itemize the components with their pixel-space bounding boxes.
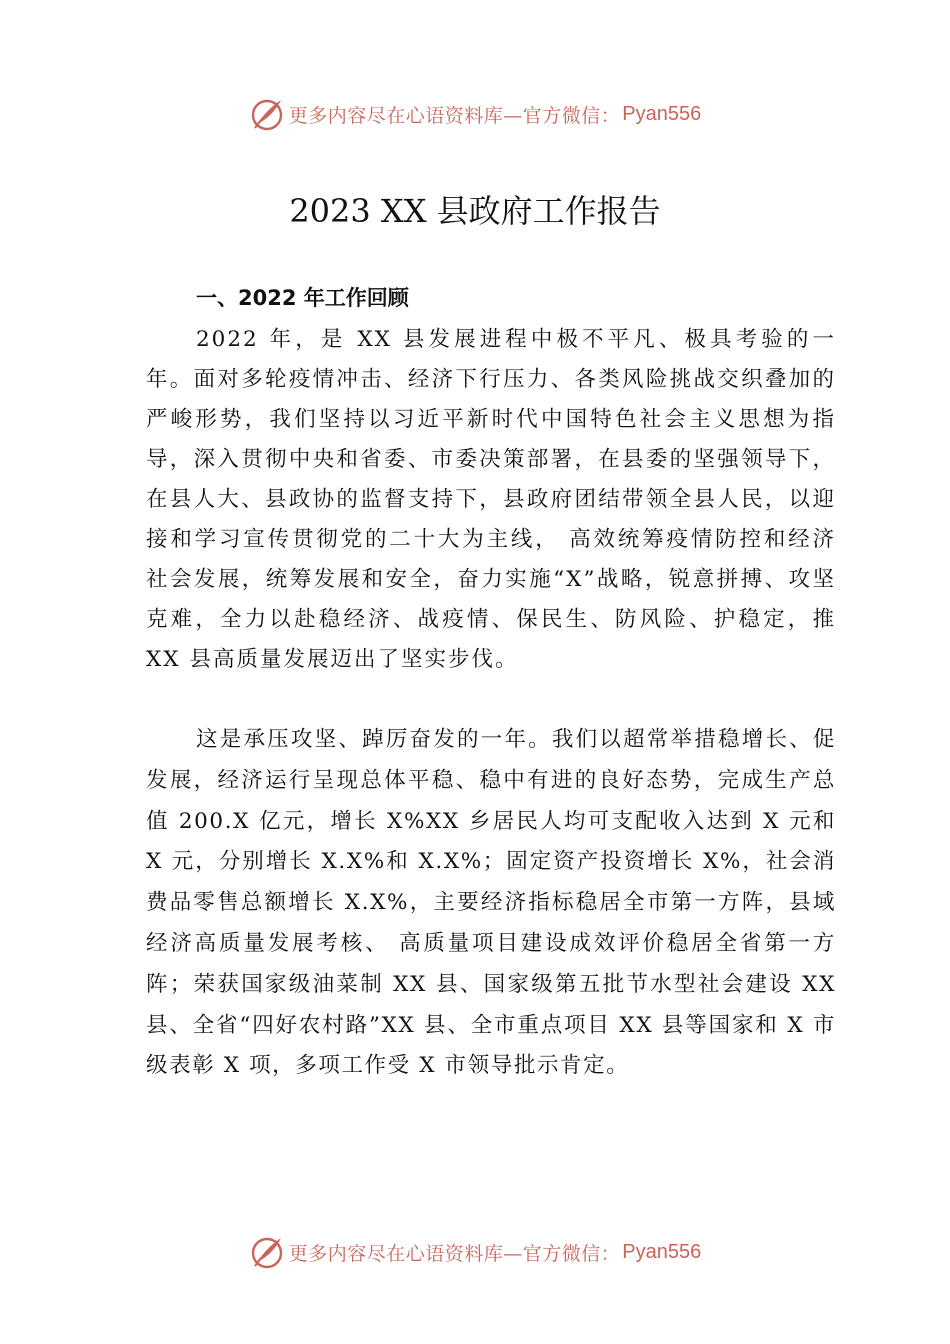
watermark-wechat-id: Pyan556 — [622, 102, 702, 125]
feather-quill-logo-icon — [249, 1234, 285, 1270]
body-paragraph-2: 这是承压攻坚、踔厉奋发的一年。我们以超常举措稳增长、促发展，经济运行呈现总体平稳、稳中有进的良好态势，完成生产总值 200.X 亿元，增长 X%XX 乡居民人均可支配收入达到 X 元和 X 元，分别增长 X.X%和 X.X%；固定资产投资增长 X%，社会消费品零售总额增长 X.X%，主要经济指标稳居全市第一方阵，县域经济高质量发展考核、 高质量项目建设成效评价稳居全省第一方阵；荣获国家级油菜制 XX 县、国家级第五批节水型社会建设 XX 县、全省“四好农村路”XX 县、全市重点项目 XX 县等国家和 X 市级表彰 X 项，多项工作受 X 市领导批示肯定。 — [146, 727, 836, 1079]
watermark-wechat-id: Pyan556 — [622, 1240, 702, 1263]
body-paragraph-1: 2022 年，是 XX 县发展进程中极不平凡、极具考验的一年。面对多轮疫情冲击、经济下行压力、各类风险挑战交织叠加的严峻形势，我们坚持以习近平新时代中国特色社会主义思想为指导，深入贯彻中央和省委、市委决策部署，在县委的坚强领导下，在县人大、县政协的监督支持下，县政府团结带领全县人民，以迎接和学习宣传贯彻党的二十大为主线， 高效统筹疫情防控和经济社会发展，统筹发展和安全，奋力实施“X”战略，锐意拼搏、攻坚克难，全力以赴稳经济、战疫情、保民生、防风险、护稳定，推 XX 县高质量发展迈出了坚实步伐。 — [146, 327, 836, 672]
watermark-text: 更多内容尽在心语资料库—官方微信： — [288, 104, 621, 127]
document-title: 2023 XX 县政府工作报告 — [289, 192, 661, 230]
watermark-banner-bottom — [0, 1232, 950, 1272]
watermark-text: 更多内容尽在心语资料库—官方微信： — [288, 1242, 621, 1265]
feather-quill-logo-icon — [249, 96, 285, 132]
section-heading: 一、2022 年工作回顾 — [196, 286, 409, 310]
watermark-banner-top — [0, 94, 950, 134]
